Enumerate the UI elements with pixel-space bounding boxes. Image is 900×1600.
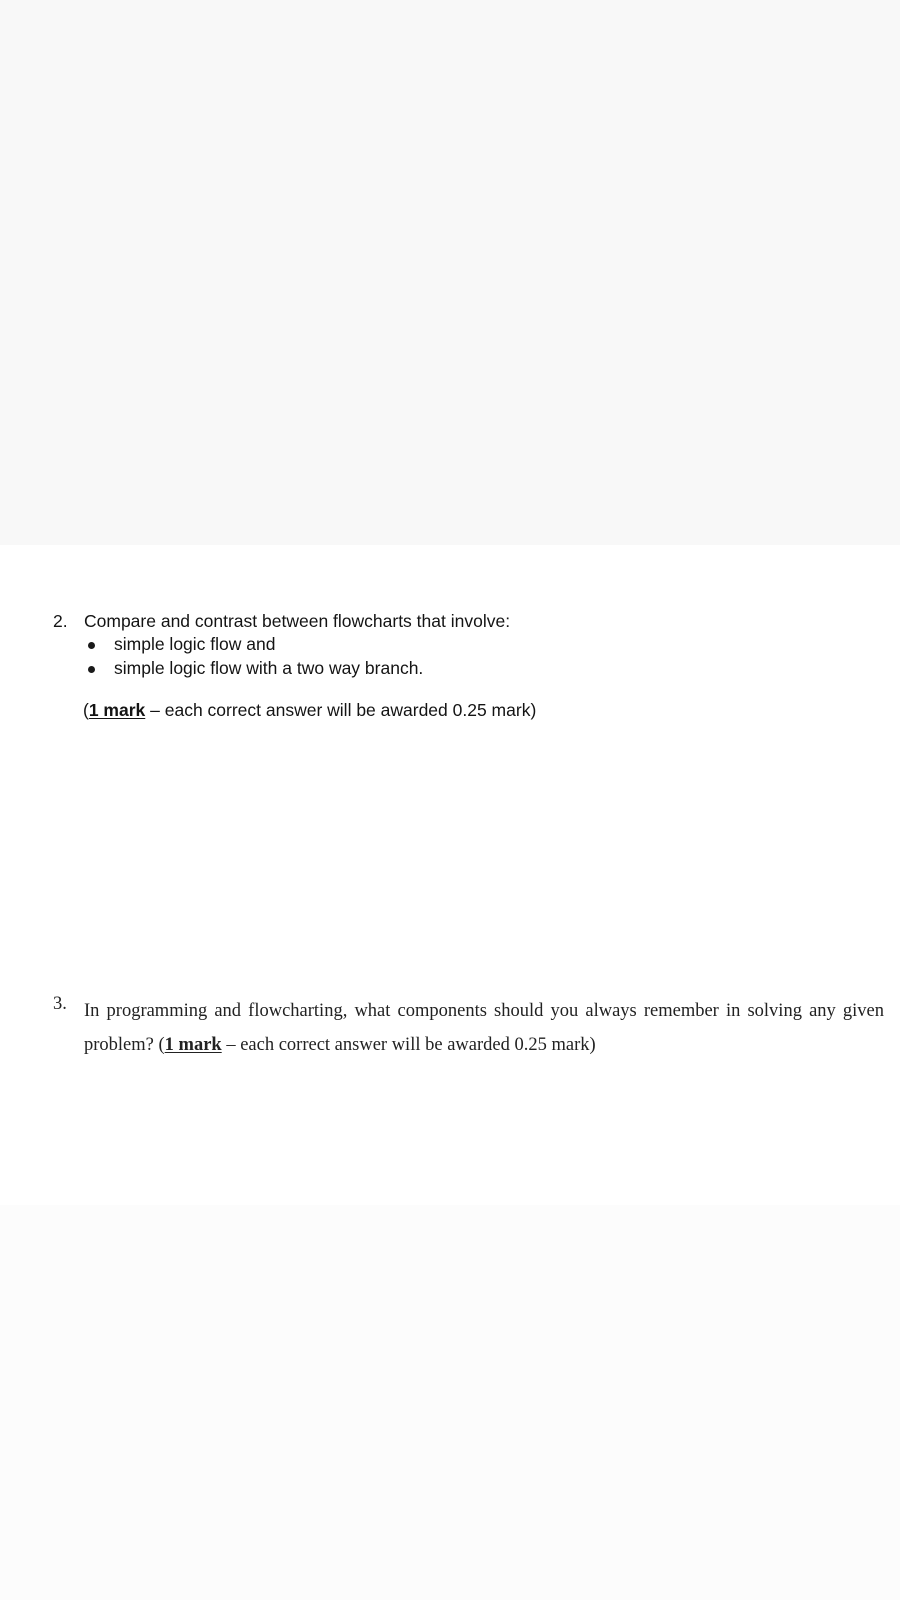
question-2-prompt: Compare and contrast between flowcharts that involve: (84, 611, 511, 631)
marks-label: 1 mark (164, 1035, 222, 1055)
bullet-text: simple logic flow and (114, 634, 276, 654)
question-3-number: 3. (53, 994, 67, 1014)
bullet-icon (88, 666, 95, 673)
question-3-line-1: In programming and flowcharting, what components should you always remember in solving any given (84, 1001, 884, 1021)
marks-open-paren: ( (83, 700, 89, 720)
marks-label: 1 mark (88, 700, 146, 720)
question-2-number: 2. (53, 611, 68, 631)
marks-description: – each correct answer will be awarded 0.25 mark) (145, 700, 537, 720)
top-blank-area (0, 0, 900, 545)
document-page (0, 545, 900, 1205)
bullet-text: simple logic flow with a two way branch. (114, 658, 424, 678)
marks-description: – each correct answer will be awarded 0.25 mark) (221, 1035, 596, 1055)
bottom-blank-area (0, 1205, 900, 1600)
bullet-icon (88, 642, 95, 649)
question-3-line-2 (84, 1028, 884, 1062)
question-3-prompt (84, 994, 884, 1062)
question-3-line-2-start: problem? ( (84, 1035, 165, 1055)
question-2-marks (83, 700, 536, 721)
